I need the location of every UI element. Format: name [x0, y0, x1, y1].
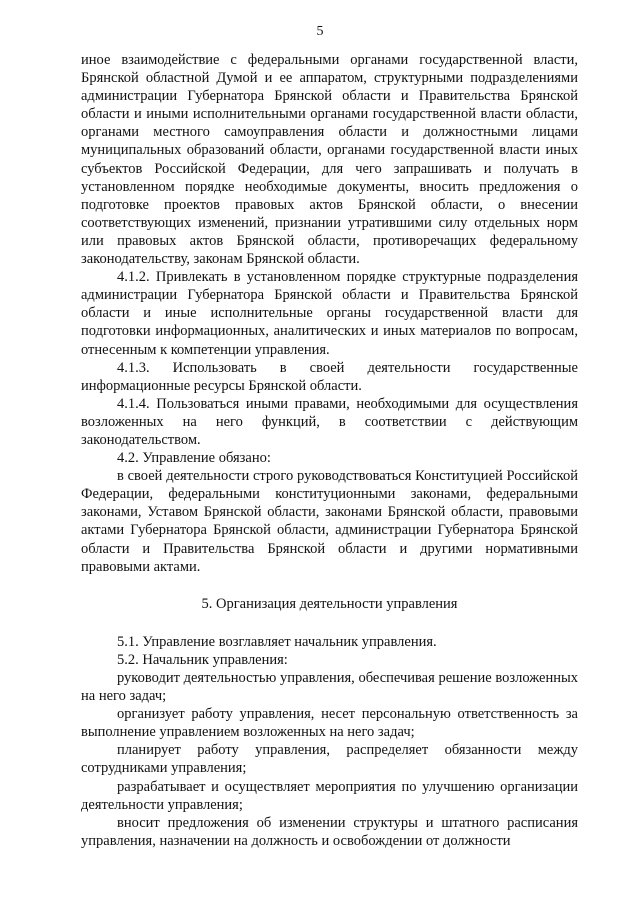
paragraph-4-1-3: 4.1.3. Использовать в своей деятельности государственные информационные ресурсы Брянской области.: [81, 359, 578, 394]
page-number: 5: [316, 24, 324, 39]
list-item-develops: разрабатывает и осуществляет мероприятия по улучшению организации деятельности управления;: [81, 778, 578, 813]
list-item-proposes: вносит предложения об изменении структуры и штатного расписания управления, назначении на должность и освобождении от должности: [81, 814, 578, 849]
list-item-plans: планирует работу управления, распределяет обязанности между сотрудниками управления;: [81, 742, 578, 777]
section-heading: 5. Организация деятельности управления: [201, 595, 458, 612]
list-item-manages: руководит деятельностью управления, обеспечивая решение возложенных на него задач;: [81, 670, 578, 705]
list-item-organizes: организует работу управления, несет персональную ответственность за выполнение управлением возложенных на него задач;: [81, 706, 578, 741]
paragraph-4-1-1-continued: иное взаимодействие с федеральными органами государственной власти, Брянской областной Думой и ее аппаратом, структурными подразделениями администрации Губернатора Брянской области и Правительства Брянской области и иными исполнительными органами государственной власти области, органами местного самоуправления области и должностными лицами муниципальных образований области, органами государственной власти иных субъектов Российской Федерации, для чего запрашивать и получать в установленном порядке необходимые документы, вносить предложения о подготовке проектов правовых актов Брянской области, о внесении соответствующих изменений, признании утратившими силу отдельных норм или правовых актов Брянской области, противоречащих федеральному законодательству, законам Брянской области.: [81, 52, 578, 268]
paragraph-4-1-2: 4.1.2. Привлекать в установленном порядке структурные подразделения администрации Губернатора Брянской области и Правительства Брянской области и иные исполнительные органы государственной власти для подготовки информационных, аналитических и иных материалов по вопросам, отнесенным к компетенции управления.: [81, 269, 578, 358]
paragraph-4-2-obligation: в своей деятельности строго руководствоваться Конституцией Российской Федерации, федеральными конституционными законами, федеральными законами, Уставом Брянской области, законами Брянской области, правовыми актами Губернатора Брянской области, администрации Губернатора Брянской области и Правительства Брянской области и другими нормативными правовыми актами.: [81, 468, 578, 575]
paragraph-4-1-4: 4.1.4. Пользоваться иными правами, необходимыми для осуществления возложенных на него функций, в соответствии с действующим законодательством.: [81, 395, 578, 448]
paragraph-5-1: 5.1. Управление возглавляет начальник управления.: [117, 633, 437, 650]
paragraph-4-2: 4.2. Управление обязано:: [117, 450, 271, 467]
paragraph-5-2: 5.2. Начальник управления:: [117, 651, 288, 668]
document-body: [81, 51, 578, 850]
